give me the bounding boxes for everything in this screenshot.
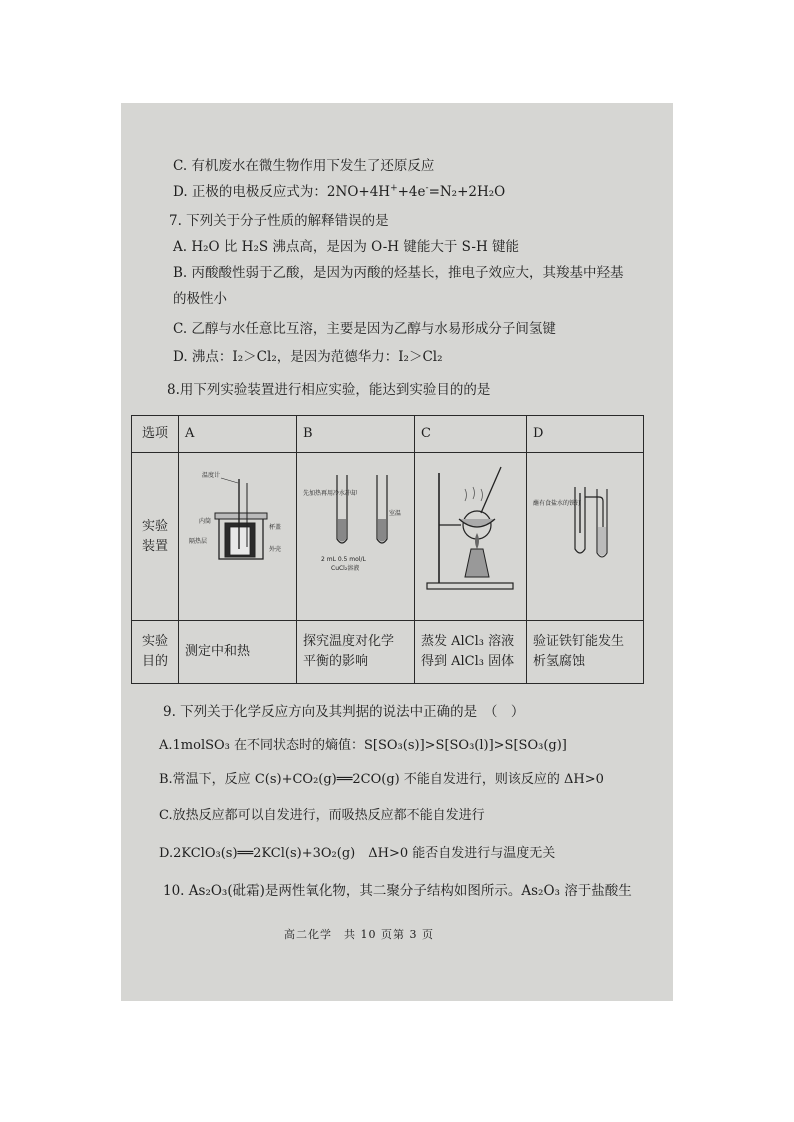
page-footer: 高二化学 共 10 页第 3 页	[284, 928, 434, 941]
apparatus-d-corrosion	[527, 453, 644, 621]
apparatus-b-test-tubes	[297, 453, 415, 621]
q7-option-b-line2: 的极性小	[173, 291, 227, 307]
q6-option-d-mid: +4e	[397, 184, 426, 200]
q7-option-b-line1: B. 丙酸酸性弱于乙酸，是因为丙酸的烃基长，推电子效应大，其羧基中羟基	[173, 265, 624, 281]
header-col-c: C	[415, 416, 527, 453]
goal-b-line2: 平衡的影响	[303, 654, 369, 669]
apparatus-c-evaporation	[415, 453, 527, 621]
q9-option-a: A.1molSO₃ 在不同状态时的熵值：S[SO₃(s)]>S[SO₃(l)]>S[SO₃(g)]	[159, 738, 567, 753]
header-col-d: D	[527, 416, 644, 453]
evaporation-diagram	[415, 453, 527, 613]
q9-option-d: D.2KClO₃(s)══2KCl(s)+3O₂(g) ΔH>0 能否自发进行与温度无关	[159, 846, 556, 861]
goal-a	[179, 621, 297, 684]
label-lid: 杯盖	[269, 524, 282, 531]
q9-stem: 9. 下列关于化学反应方向及其判据的说法中正确的是 （ ）	[163, 704, 525, 720]
label-salted-nail: 蘸有食盐水的铁钉	[533, 500, 582, 507]
goal-c	[415, 621, 527, 684]
apparatus-a-calorimeter	[179, 453, 297, 621]
table-device-row	[132, 453, 644, 621]
header-col-b: B	[297, 416, 415, 453]
header-goal-label: 实验目的	[132, 621, 179, 684]
q7-option-a: A. H₂O 比 H₂S 沸点高，是因为 O-H 键能大于 S-H 键能	[173, 239, 520, 255]
label-thermometer: 温度计	[202, 472, 221, 479]
test-tubes-diagram	[297, 453, 415, 613]
label-outer-shell: 外壳	[269, 546, 282, 553]
q9-option-b: B.常温下，反应 C(s)+CO₂(g)══2CO(g) 不能自发进行，则该反应的 ΔH>0	[159, 772, 604, 787]
q9-option-c: C.放热反应都可以自发进行，而吸热反应都不能自发进行	[159, 808, 485, 823]
goal-d-line1: 验证铁钉能发生	[533, 634, 625, 649]
q6-option-d	[173, 183, 505, 201]
q6-option-c: C. 有机废水在微生物作用下发生了还原反应	[173, 158, 435, 174]
q8-experiment-table	[131, 415, 644, 684]
goal-b-line1: 探究温度对化学	[303, 634, 395, 649]
header-device-label: 实验装置	[132, 453, 179, 621]
goal-d-line2: 析氢腐蚀	[533, 654, 586, 669]
q7-stem: 7. 下列关于分子性质的解释错误的是	[169, 213, 389, 229]
label-solution-name: CuCl₂溶液	[331, 565, 360, 572]
label-insulation: 隔热层	[189, 538, 208, 545]
q7-option-d: D. 沸点：I₂＞Cl₂，是因为范德华力：I₂＞Cl₂	[173, 349, 443, 365]
q6-option-d-text: D. 正极的电极反应式为：2NO+4H	[173, 184, 391, 200]
goal-c-line1: 蒸发 AlCl₃ 溶液	[421, 634, 515, 649]
header-col-a: A	[179, 416, 297, 453]
table-header-row	[132, 416, 644, 453]
table-goal-row	[132, 621, 644, 684]
label-room-temp: 室温	[389, 510, 402, 517]
label-heat-then-cool: 先加热再用冷水冲却	[303, 490, 358, 497]
goal-b	[297, 621, 415, 684]
q6-option-d-sup-minus: -	[425, 183, 429, 194]
q10-stem: 10. As₂O₃(砒霜)是两性氧化物，其二聚分子结构如图所示。As₂O₃ 溶于盐酸生	[163, 883, 632, 899]
exam-page	[121, 103, 673, 1001]
corrosion-diagram	[527, 453, 644, 613]
q6-option-d-end: =N₂+2H₂O	[428, 184, 506, 200]
q8-stem: 8.用下列实验装置进行相应实验，能达到实验目的的是	[167, 382, 491, 398]
calorimeter-diagram	[179, 453, 297, 613]
label-solution-amount: 2 mL 0.5 mol/L	[321, 556, 366, 563]
goal-c-line2: 得到 AlCl₃ 固体	[421, 654, 515, 669]
goal-d	[527, 621, 644, 684]
q7-option-c: C. 乙醇与水任意比互溶，主要是因为乙醇与水易形成分子间氢键	[173, 321, 556, 337]
q6-option-d-sup-plus: +	[390, 183, 398, 194]
label-inner-cylinder: 内筒	[199, 518, 212, 525]
goal-a-line1: 测定中和热	[185, 644, 251, 659]
header-option-label: 选项	[132, 416, 179, 453]
